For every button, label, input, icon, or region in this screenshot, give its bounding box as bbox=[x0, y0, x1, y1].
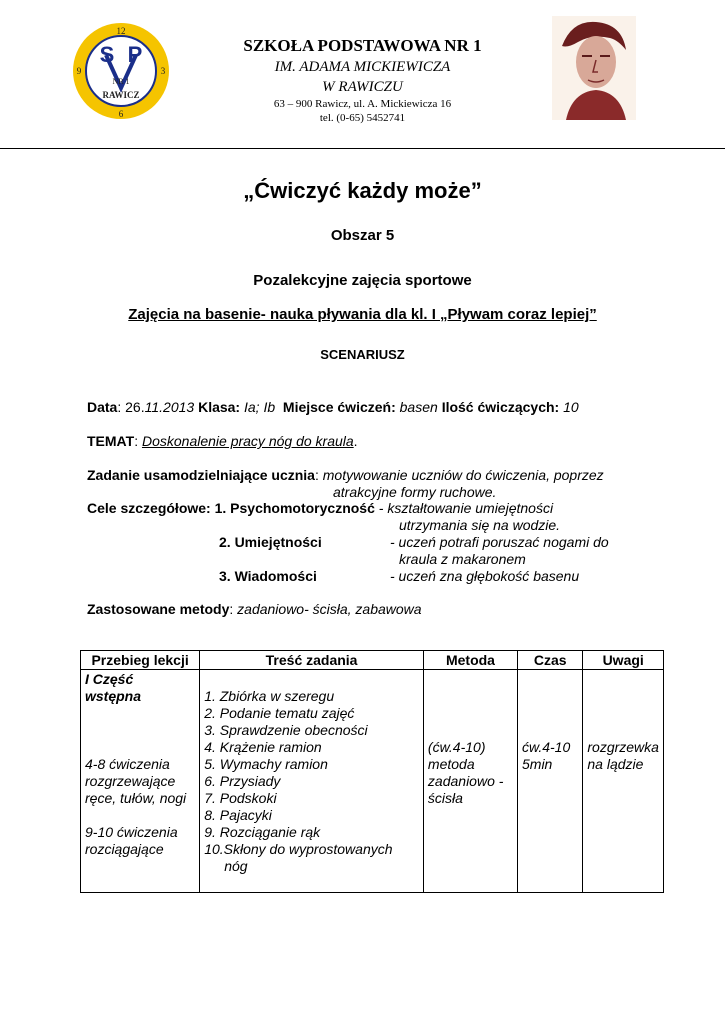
method-text: metoda bbox=[427, 756, 475, 772]
phase-note: rozgrzewające bbox=[85, 773, 176, 789]
task-item: 10.Skłony do wyprostowanych bbox=[204, 841, 393, 857]
tasks-cell bbox=[200, 670, 424, 893]
method-text: (ćw.4-10) bbox=[427, 739, 486, 755]
task-item: 5. Wymachy ramion bbox=[204, 756, 328, 772]
notes-cell bbox=[583, 670, 664, 893]
logo-clock-6: 6 bbox=[118, 109, 124, 119]
class-value: Ia; Ib bbox=[244, 399, 276, 415]
goal3-value: - uczeń zna głębokość basenu bbox=[390, 568, 580, 584]
count-value: 10 bbox=[563, 399, 579, 415]
phase-note: 9-10 ćwiczenia bbox=[85, 824, 178, 840]
logo-clock-9: 9 bbox=[76, 66, 82, 76]
date-label: Data bbox=[87, 399, 118, 415]
school-city: W RAWICZU bbox=[322, 79, 403, 95]
goals-label: Cele szczegółowe: bbox=[87, 500, 211, 516]
task-label: Zadanie usamodzielniające ucznia bbox=[87, 467, 315, 483]
patron-portrait bbox=[552, 16, 636, 120]
method-cell bbox=[423, 670, 517, 893]
header-cell: Uwagi bbox=[583, 651, 664, 670]
school-logo bbox=[72, 22, 170, 120]
svg-text:S: S bbox=[99, 42, 115, 67]
methods-line: Zastosowane metody: zadaniowo- ścisła, zabawowa bbox=[87, 601, 422, 617]
date-value-rest: 11.2013 bbox=[144, 399, 195, 415]
time-text: 5min bbox=[522, 756, 553, 772]
logo-clock-3: 3 bbox=[160, 66, 166, 76]
info-line: Data: 26.11.2013 Klasa: Ia; Ib Miejsce ćwiczeń: basen Ilość ćwiczących: 10 bbox=[87, 399, 579, 415]
goals-line bbox=[87, 500, 553, 516]
goal1-value-1: - kształtowanie umiejętności bbox=[378, 500, 554, 516]
logo-clock-12: 12 bbox=[116, 26, 126, 36]
area-heading: Obszar 5 bbox=[330, 227, 395, 244]
goal2-label: 2. Umiejętności bbox=[219, 534, 322, 550]
school-patron: IM. ADAMA MICKIEWICZA bbox=[274, 59, 451, 75]
phase-note: rozciągające bbox=[85, 841, 164, 857]
phase-title-2: wstępna bbox=[85, 688, 142, 704]
task-item: 8. Pajacyki bbox=[204, 807, 272, 823]
header-cell: Metoda bbox=[423, 651, 517, 670]
class-label: Klasa: bbox=[198, 399, 241, 415]
phase-title-1: I Część bbox=[85, 671, 134, 687]
goal2-value-1: - uczeń potrafi poruszać nogami do bbox=[390, 534, 609, 550]
lesson-plan-table bbox=[80, 650, 664, 893]
methods-value: zadaniowo- ścisła, zabawowa bbox=[237, 601, 422, 617]
goal1-label: 1. Psychomotoryczność bbox=[214, 500, 375, 516]
school-name: SZKOŁA PODSTAWOWA NR 1 bbox=[243, 36, 482, 55]
task-item: 3. Sprawdzenie obecności bbox=[204, 722, 368, 738]
time-cell bbox=[518, 670, 583, 893]
task-line: Zadanie usamodzielniające ucznia: motywowanie uczniów do ćwiczenia, poprzez bbox=[87, 467, 604, 483]
topic-line: TEMAT: Doskonalenie pracy nóg do kraula. bbox=[87, 433, 358, 449]
goal2-value-2: kraula z makaronem bbox=[399, 551, 526, 567]
school-address: 63 – 900 Rawicz, ul. A. Mickiewicza 16 bbox=[273, 98, 452, 110]
task-value-1: motywowanie uczniów do ćwiczenia, poprzez bbox=[322, 467, 604, 483]
notes-text: na lądzie bbox=[587, 756, 644, 772]
task-item: 7. Podskoki bbox=[204, 790, 277, 806]
task-item: 9. Rozciąganie rąk bbox=[204, 824, 321, 840]
count-label: Ilość ćwiczących: bbox=[441, 399, 560, 415]
topic-label: TEMAT bbox=[87, 433, 135, 449]
task-item: nóg bbox=[224, 858, 248, 874]
logo-city: RAWICZ bbox=[102, 90, 140, 100]
phase-note: 4-8 ćwiczenia bbox=[85, 756, 170, 772]
time-text: ćw.4-10 bbox=[522, 739, 571, 755]
page-title: „Ćwiczyć każdy może” bbox=[243, 178, 482, 203]
notes-text: rozgrzewka bbox=[587, 739, 659, 755]
course-title: Zajęcia na basenie- nauka pływania dla kl. I „Pływam coraz lepiej” bbox=[128, 306, 597, 323]
task-item: 1. Zbiórka w szeregu bbox=[204, 688, 335, 704]
scenario-heading: SCENARIUSZ bbox=[320, 347, 405, 362]
method-text: ścisła bbox=[427, 790, 463, 806]
task-item: 4. Krążenie ramion bbox=[204, 739, 322, 755]
table-header-row bbox=[81, 651, 664, 670]
school-phone: tel. (0-65) 5452741 bbox=[319, 112, 406, 124]
method-text: zadaniowo - bbox=[427, 773, 504, 789]
logo-nr: NR 1 bbox=[112, 77, 130, 86]
place-value: basen bbox=[399, 399, 438, 415]
header-cell: Przebieg lekcji bbox=[81, 651, 200, 670]
header-cell: Czas bbox=[518, 651, 583, 670]
date-value-day: 26. bbox=[125, 399, 145, 415]
topic-value: Doskonalenie pracy nóg do kraula bbox=[141, 433, 354, 449]
table-row bbox=[81, 670, 664, 893]
svg-text:P: P bbox=[127, 42, 143, 67]
phase-cell bbox=[81, 670, 200, 893]
goal1-value-2: utrzymania się na wodzie. bbox=[399, 517, 561, 533]
goal3-label: 3. Wiadomości bbox=[219, 568, 317, 584]
place-label: Miejsce ćwiczeń: bbox=[282, 399, 396, 415]
header-cell: Treść zadania bbox=[200, 651, 424, 670]
header-divider bbox=[0, 148, 725, 149]
phase-note: ręce, tułów, nogi bbox=[85, 790, 187, 806]
methods-label: Zastosowane metody bbox=[87, 601, 230, 617]
subtitle: Pozalekcyjne zajęcia sportowe bbox=[253, 272, 472, 289]
task-value-2: atrakcyjne formy ruchowe. bbox=[333, 484, 497, 500]
task-item: 6. Przysiady bbox=[204, 773, 281, 789]
task-item: 2. Podanie tematu zajęć bbox=[204, 705, 355, 721]
